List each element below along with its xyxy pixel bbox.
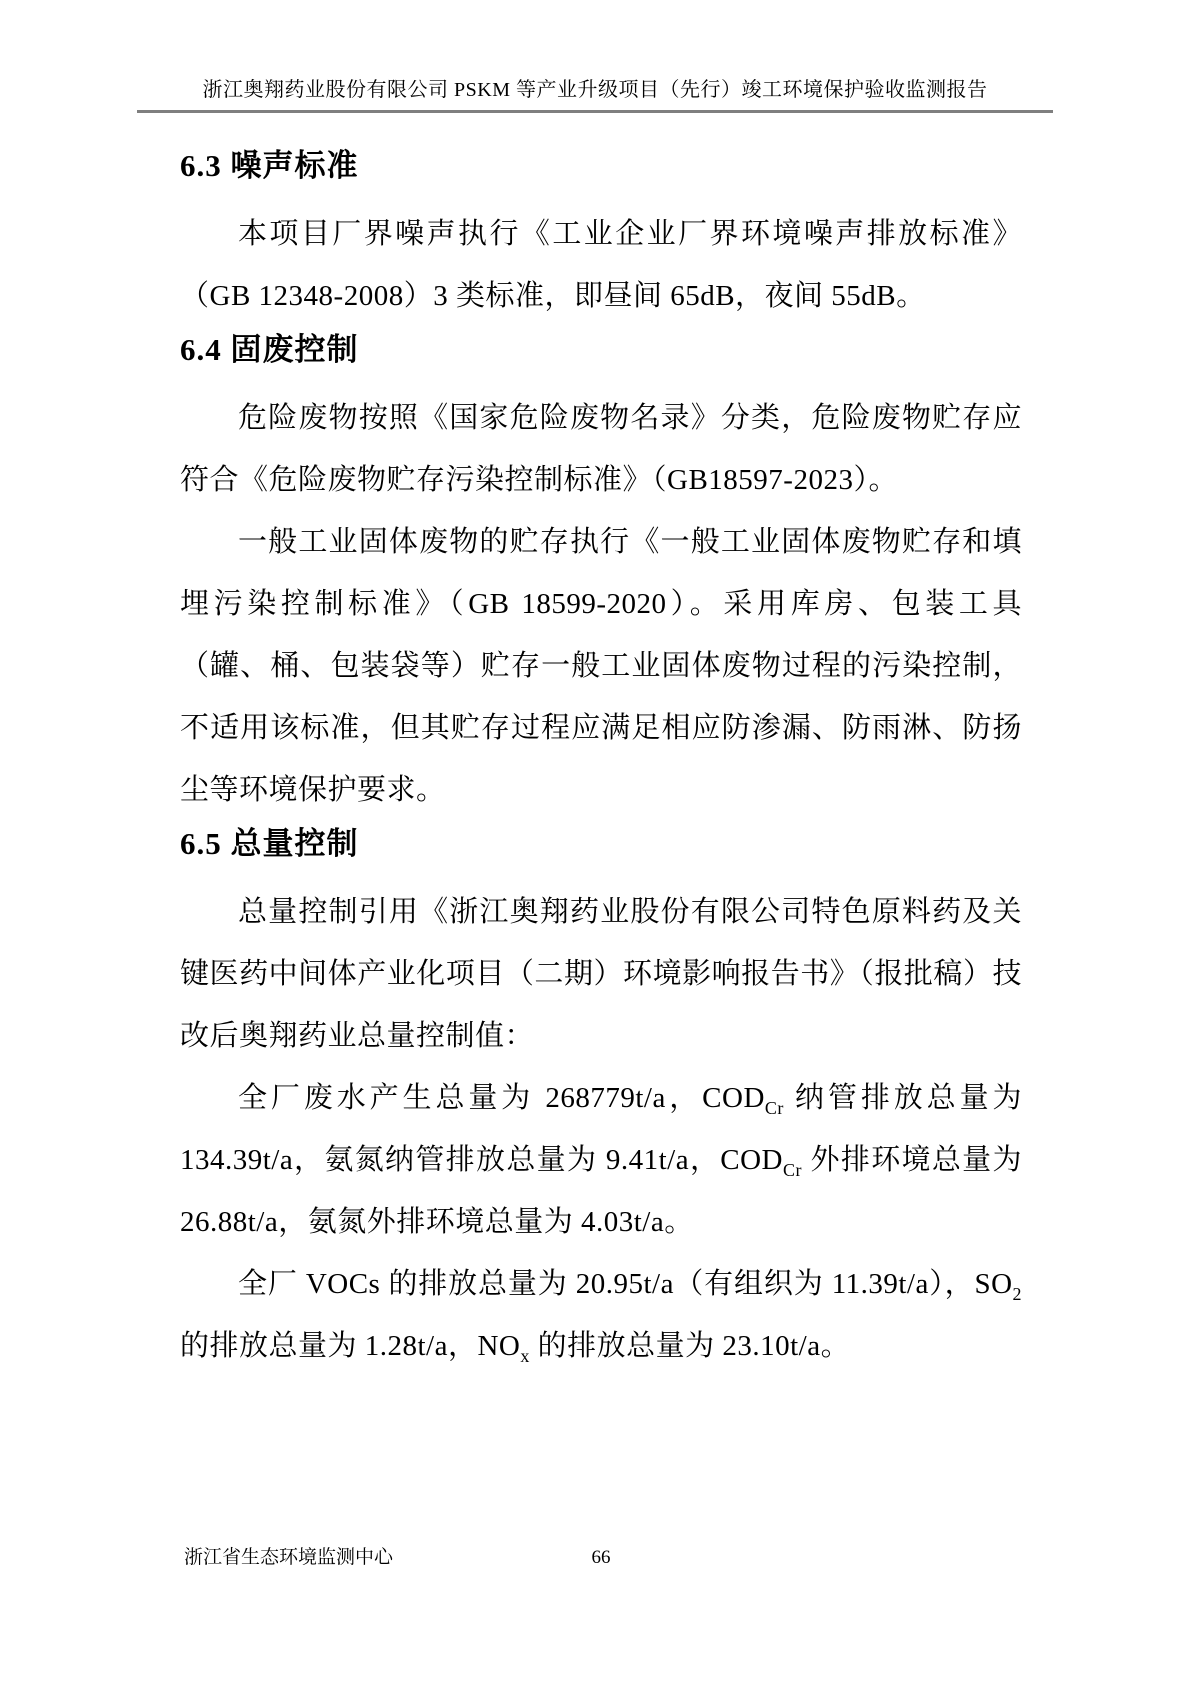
footer-page-number: 66 bbox=[591, 1547, 611, 1568]
section-solid-waste-control bbox=[180, 327, 1022, 821]
document-body bbox=[180, 113, 1022, 1377]
section-heading: 6.3 噪声标准 bbox=[180, 148, 359, 183]
header-title: 浙江奥翔药业股份有限公司 PSKM 等产业升级项目（先行）竣工环境保护验收监测报告 bbox=[202, 79, 988, 101]
page-header bbox=[137, 0, 1053, 113]
paragraph: 危险废物按照《国家危险废物名录》分类，危险废物贮存应符合《危险废物贮存污染控制标准》（GB18597-2023）。 bbox=[180, 402, 1022, 496]
section-heading: 6.5 总量控制 bbox=[180, 826, 359, 861]
paragraph: 一般工业固体废物的贮存执行《一般工业固体废物贮存和填埋污染控制标准》（GB 18599-2020）。采用库房、包装工具（罐、桶、包装袋等）贮存一般工业固体废物过程的污染控制，不适用该标准，但其贮存过程应满足相应防渗漏、防雨淋、防扬尘等环境保护要求。 bbox=[180, 526, 1022, 806]
paragraph: 全厂废水产生总量为 268779t/a，$COD_{Cr}$ 纳管排放总量为 134.39t/a，氨氮纳管排放总量为 9.41t/a，$COD_{Cr}$ 外排环境总量为 26.88t/a，氨氮外排环境总量为 4.03t/a。 bbox=[180, 1082, 1022, 1238]
page-footer bbox=[180, 1545, 1022, 1571]
section-total-amount-control bbox=[180, 821, 1022, 1377]
section-noise-standard bbox=[180, 143, 1022, 327]
paragraph: 本项目厂界噪声执行《工业企业厂界环境噪声排放标准》（GB 12348-2008）3 类标准，即昼间 65dB，夜间 55dB。 bbox=[180, 218, 1022, 312]
footer-organization: 浙江省生态环境监测中心 bbox=[184, 1547, 394, 1568]
paragraph: 总量控制引用《浙江奥翔药业股份有限公司特色原料药及关键医药中间体产业化项目（二期）环境影响报告书》（报批稿）技改后奥翔药业总量控制值： bbox=[180, 896, 1022, 1052]
section-heading: 6.4 固废控制 bbox=[180, 332, 359, 367]
paragraph: 全厂 VOCs 的排放总量为 20.95t/a（有组织为 11.39t/a），$SO_2$ 的排放总量为 1.28t/a，$NO_x$ 的排放总量为 23.10t/a。 bbox=[180, 1268, 1022, 1366]
